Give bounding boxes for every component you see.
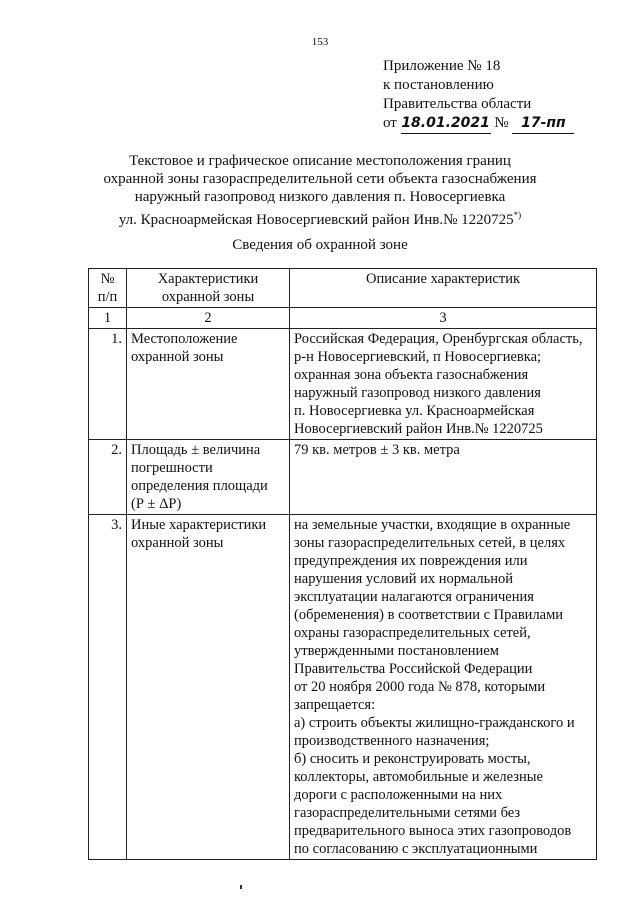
section-subtitle: Сведения об охранной зоне xyxy=(232,237,408,253)
cell-line: охраны газораспределительных сетей, xyxy=(294,625,531,641)
cell-line: определения площади xyxy=(131,478,268,494)
cell-line: коллекторы, автомобильные и железные xyxy=(294,769,543,785)
cell-line: 79 кв. метров ± 3 кв. метра xyxy=(294,442,460,458)
appendix-number: Приложение № 18 xyxy=(383,58,501,74)
row-number: 3. xyxy=(89,515,127,860)
header-characteristics xyxy=(127,269,290,308)
cell-line: производственного назначения; xyxy=(294,733,490,749)
row-number: 1. xyxy=(89,329,127,440)
appendix-block xyxy=(383,57,574,134)
appendix-number-sign: № xyxy=(494,115,509,131)
row-number: 2. xyxy=(89,440,127,515)
scan-speck xyxy=(240,885,242,889)
table-column-numbers xyxy=(89,308,597,329)
page-number: 153 xyxy=(311,36,329,48)
appendix-from: от xyxy=(383,115,397,131)
cell-line: Местоположение xyxy=(131,331,238,347)
title-line-text: ул. Красноармейская Новосергиевский район Инв.№ 1220725 xyxy=(118,212,514,228)
table-row xyxy=(89,515,597,860)
title-line: наружный газопровод низкого давления п. Новосергиевка xyxy=(134,189,506,205)
header-number xyxy=(89,269,127,308)
cell-line: б) сносить и реконструировать мосты, xyxy=(294,751,531,767)
row-description xyxy=(290,515,597,860)
cell-line: газораспределительными сетями без xyxy=(294,805,521,821)
header-characteristics-line: охранной зоны xyxy=(161,289,255,305)
cell-line: (Р ± ΔР) xyxy=(131,496,182,512)
row-characteristic xyxy=(127,329,290,440)
cell-line: наружный газопровод низкого давления xyxy=(294,385,541,401)
table-header-row xyxy=(89,269,597,308)
cell-line: дороги с расположенными на них xyxy=(294,787,503,803)
cell-line: на земельные участки, входящие в охранные xyxy=(294,517,571,533)
cell-line: утвержденными постановлением xyxy=(294,643,499,659)
column-number: 3 xyxy=(290,308,597,329)
cell-line: Иные характеристики xyxy=(131,517,267,533)
cell-line: Российская Федерация, Оренбургская область, xyxy=(294,331,583,347)
cell-line: погрешности xyxy=(131,460,213,476)
header-number-line: п/п xyxy=(97,289,118,305)
cell-line: охранной зоны xyxy=(131,535,224,551)
footnote-mark: *) xyxy=(513,210,522,220)
cell-line: р-н Новосергиевский, п Новосергиевка; xyxy=(294,349,542,365)
document-title xyxy=(80,152,560,229)
cell-line: предварительного выноса этих газопроводов xyxy=(294,823,572,839)
cell-line: зоны газораспределительных сетей, в целях xyxy=(294,535,566,551)
appendix-resolution: к постановлению xyxy=(383,77,494,93)
appendix-date: 18.01.2021 xyxy=(401,114,491,134)
cell-line: по согласованию с эксплуатационными xyxy=(294,841,538,857)
appendix-date-line xyxy=(383,114,574,134)
row-description xyxy=(290,440,597,515)
title-line xyxy=(80,206,560,229)
cell-line: предупреждения их повреждения или xyxy=(294,553,528,569)
cell-line: запрещается: xyxy=(294,697,376,713)
cell-line: нарушения условий их нормальной xyxy=(294,571,514,587)
zone-table xyxy=(88,268,597,860)
cell-line: Правительства Российской Федерации xyxy=(294,661,533,677)
cell-line: а) строить объекты жилищно-гражданского и xyxy=(294,715,575,731)
table-row xyxy=(89,329,597,440)
cell-line: охранной зоны xyxy=(131,349,224,365)
row-description xyxy=(290,329,597,440)
cell-line: от 20 ноября 2000 года № 878, которыми xyxy=(294,679,546,695)
column-number: 2 xyxy=(127,308,290,329)
cell-line: п. Новосергиевка ул. Красноармейская xyxy=(294,403,535,419)
cell-line: Новосергиевский район Инв.№ 1220725 xyxy=(294,421,543,437)
cell-line: (обременения) в соответствии с Правилами xyxy=(294,607,564,623)
appendix-government: Правительства области xyxy=(383,96,532,112)
cell-line: охранная зона объекта газоснабжения xyxy=(294,367,529,383)
header-description: Описание характеристик xyxy=(290,269,597,308)
column-number: 1 xyxy=(89,308,127,329)
title-line: Текстовое и графическое описание местоположения границ xyxy=(129,153,511,169)
cell-line: Площадь ± величина xyxy=(131,442,261,458)
cell-line: эксплуатации налагаются ограничения xyxy=(294,589,534,605)
appendix-doc-number: 17-пп xyxy=(512,114,574,134)
row-characteristic xyxy=(127,440,290,515)
title-line: охранной зоны газораспределительной сети объекта газоснабжения xyxy=(103,171,537,187)
header-characteristics-line: Характеристики xyxy=(157,271,259,287)
row-characteristic xyxy=(127,515,290,860)
header-number-line: № xyxy=(100,271,115,287)
table-row xyxy=(89,440,597,515)
